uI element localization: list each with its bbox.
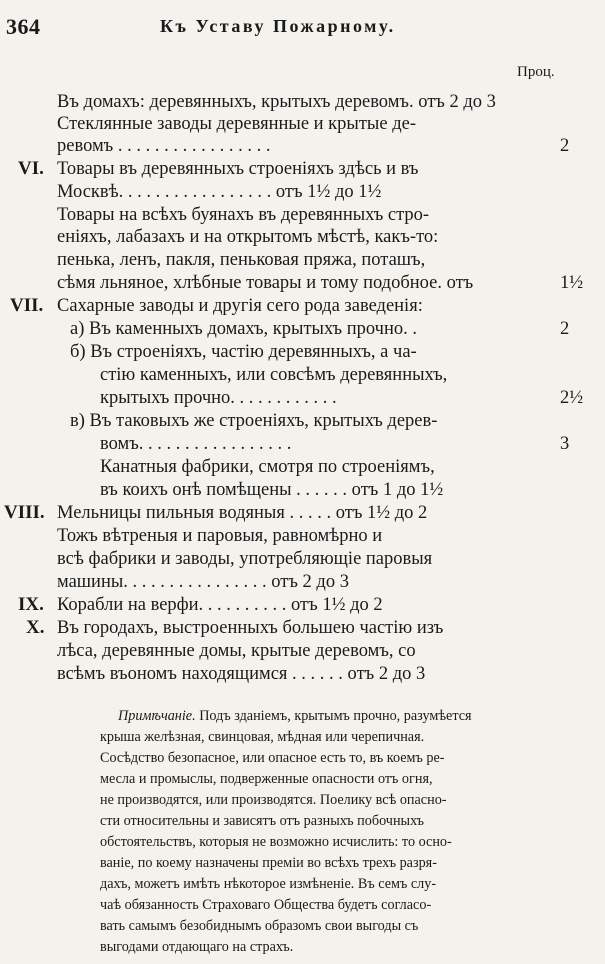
text-line: Въ домахъ: деревянныхъ, крытыхъ деревомъ. отъ 2 до 3	[57, 92, 496, 112]
text-line: всѣ фабрики и заводы, употребляющіе паровыя	[57, 549, 433, 569]
note-line: выгодами отдающаго на страхъ.	[100, 939, 294, 955]
note-first-line	[118, 708, 472, 725]
text-line: сѣмя льняное, хлѣбные товары и тому подобное. отъ	[57, 273, 474, 293]
percent-value: 2	[560, 319, 570, 339]
percent-column-header: Проц.	[517, 64, 555, 80]
section-numeral: VI.	[18, 158, 44, 179]
text-line: всѣмъ въономъ находящимся . . . . . . отъ 2 до 3	[57, 664, 426, 684]
note-line: дахъ, можетъ имѣть нѣкоторое измѣненіе. Въ семъ слу-	[100, 876, 437, 892]
text-line: лѣса, деревянные домы, крытые деревомъ, со	[57, 641, 416, 661]
text-line: Корабли на верфи. . . . . . . . . . отъ 1½ до 2	[57, 595, 383, 615]
text-line: вомъ. . . . . . . . . . . . . . . . .	[100, 434, 292, 454]
text-line: Канатныя фабрики, смотря по строеніямъ,	[100, 457, 435, 477]
text-line: машины. . . . . . . . . . . . . . . . отъ 2 до 3	[57, 572, 349, 592]
text-line: Москвѣ. . . . . . . . . . . . . . . . . отъ 1½ до 1½	[57, 182, 382, 202]
text-line: въ коихъ онѣ помѣщены . . . . . . отъ 1 до 1½	[100, 480, 444, 500]
note-line: ваніе, по коему назначены преміи во всѣхъ трехъ разря-	[100, 855, 437, 871]
note-line: вать самымъ безобиднымъ образомъ свои выгоды съ	[100, 918, 419, 934]
percent-value: 3	[560, 434, 570, 454]
text-line: б) Въ строеніяхъ, частію деревянныхъ, а ча-	[70, 342, 417, 362]
page-number: 364	[6, 14, 41, 39]
text-line: ревомъ . . . . . . . . . . . . . . . . .	[57, 136, 271, 156]
note-text: Подъ зданіемъ, крытымъ прочно, разумѣется	[199, 708, 472, 724]
note-line: обстоятельствъ, которыя не возможно исчислить: то осно-	[100, 834, 452, 850]
note-line: не производятся, или производятся. Поелику всѣ опасно-	[100, 792, 447, 808]
text-line: Тожъ вѣтреныя и паровыя, равномѣрно и	[57, 526, 383, 546]
text-line: Въ городахъ, выстроенныхъ большею частію изъ	[57, 618, 444, 638]
text-line: Сахарные заводы и другія сего рода заведенія:	[57, 296, 423, 316]
text-line: Товары въ деревянныхъ строеніяхъ здѣсь и въ	[57, 159, 419, 179]
text-line: Товары на всѣхъ буянахъ въ деревянныхъ стро-	[57, 205, 430, 225]
text-line: а) Въ каменныхъ домахъ, крытыхъ прочно. .	[70, 319, 417, 339]
percent-value: 2½	[560, 388, 584, 408]
text-line: пенька, ленъ, пакля, пеньковая пряжа, поташъ,	[57, 250, 426, 270]
note-label: Примѣчаніе.	[118, 708, 196, 724]
section-numeral: IX.	[18, 594, 44, 615]
section-numeral: VIII.	[4, 502, 45, 523]
text-line: в) Въ таковыхъ же строеніяхъ, крытыхъ дерев-	[70, 411, 438, 431]
text-line: Мельницы пильныя водяныя . . . . . отъ 1½ до 2	[57, 503, 428, 523]
text-line: крытыхъ прочно. . . . . . . . . . . .	[100, 388, 337, 408]
percent-value: 2	[560, 136, 570, 156]
note-line: Сосѣдство безопасное, или опасное есть то, въ коемъ ре-	[100, 750, 445, 766]
note-line: сти относительны и зависятъ отъ разныхъ побочныхъ	[100, 813, 424, 829]
text-line: еніяхъ, лабазахъ и на открытомъ мѣстѣ, какъ-то:	[57, 227, 439, 247]
text-line: стію каменныхъ, или совсѣмъ деревянныхъ,	[100, 365, 448, 385]
running-title: Къ Уставу Пожарному.	[160, 16, 396, 36]
section-numeral: VII.	[10, 295, 44, 316]
note-line: чаѣ обязанность Страховаго Общества будетъ согласо-	[100, 897, 432, 913]
note-line: месла и промыслы, подверженные опасности отъ огня,	[100, 771, 433, 787]
percent-value: 1½	[560, 273, 584, 293]
text-line: Стеклянные заводы деревянные и крытые де-	[57, 114, 416, 134]
section-numeral: X.	[26, 617, 45, 638]
note-line: крыша желѣзная, свинцовая, мѣдная или черепичная.	[100, 729, 425, 745]
